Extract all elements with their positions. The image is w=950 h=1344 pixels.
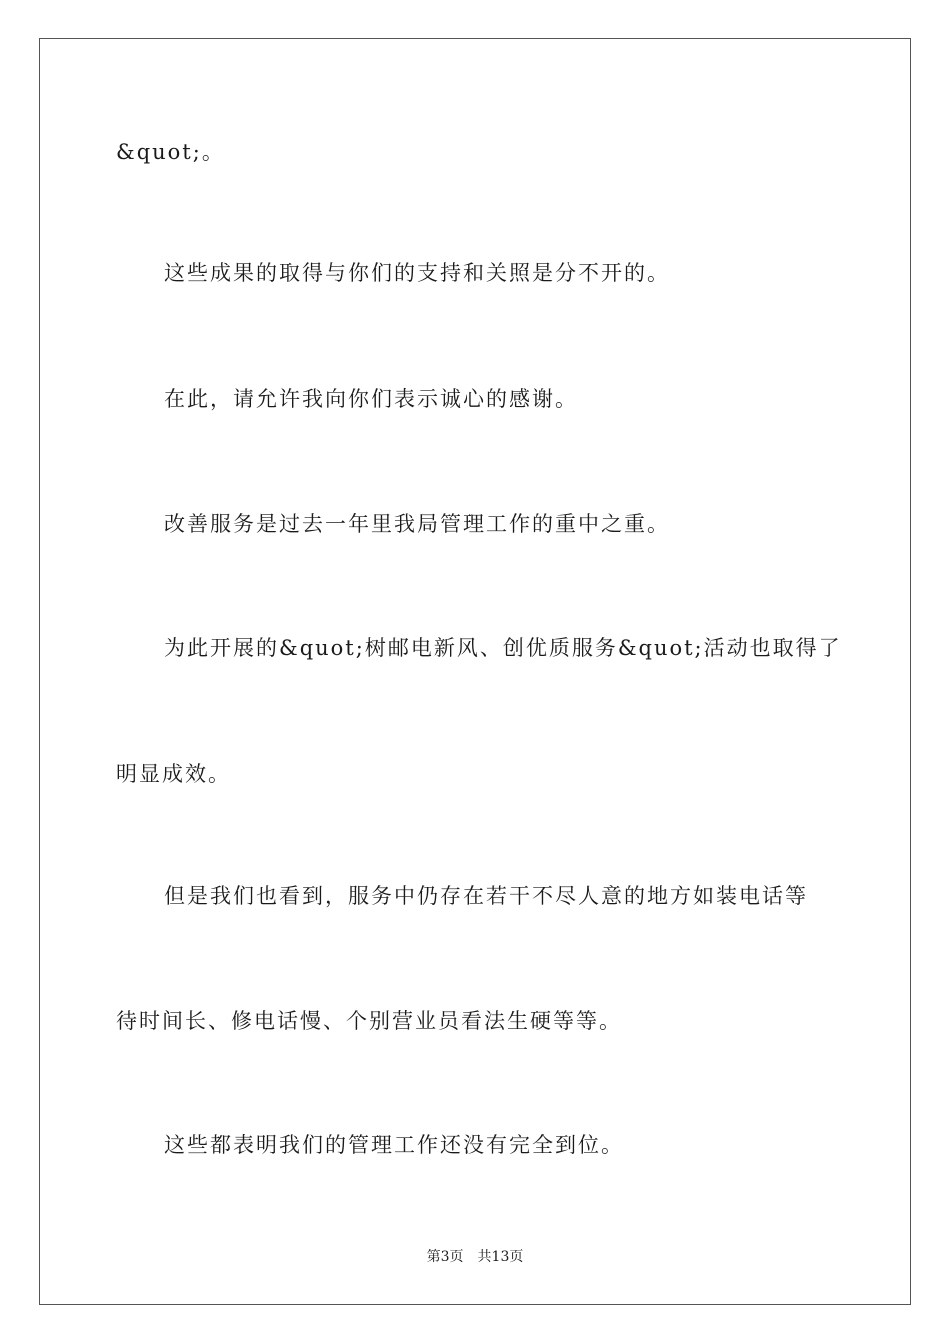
text-line-8: 待时间长、修电话慢、个别营业员看法生硬等等。 — [116, 1009, 622, 1033]
page-border — [39, 38, 911, 1305]
page-total: 共13页 — [477, 1249, 524, 1265]
text-line-6: 明显成效。 — [116, 762, 231, 786]
text-line-7: 但是我们也看到，服务中仍存在若干不尽人意的地方如装电话等 — [164, 884, 808, 908]
page-footer — [0, 1247, 950, 1267]
text-line-4: 改善服务是过去一年里我局管理工作的重中之重。 — [164, 512, 670, 536]
text-line-1: &quot;。 — [116, 140, 225, 164]
text-line-5: 为此开展的&quot;树邮电新风、创优质服务&quot;活动也取得了 — [164, 636, 842, 660]
page-number: 第3页 — [426, 1249, 464, 1265]
text-line-9: 这些都表明我们的管理工作还没有完全到位。 — [164, 1133, 624, 1157]
text-line-2: 这些成果的取得与你们的支持和关照是分不开的。 — [164, 261, 670, 285]
text-line-3: 在此，请允许我向你们表示诚心的感谢。 — [164, 387, 578, 411]
